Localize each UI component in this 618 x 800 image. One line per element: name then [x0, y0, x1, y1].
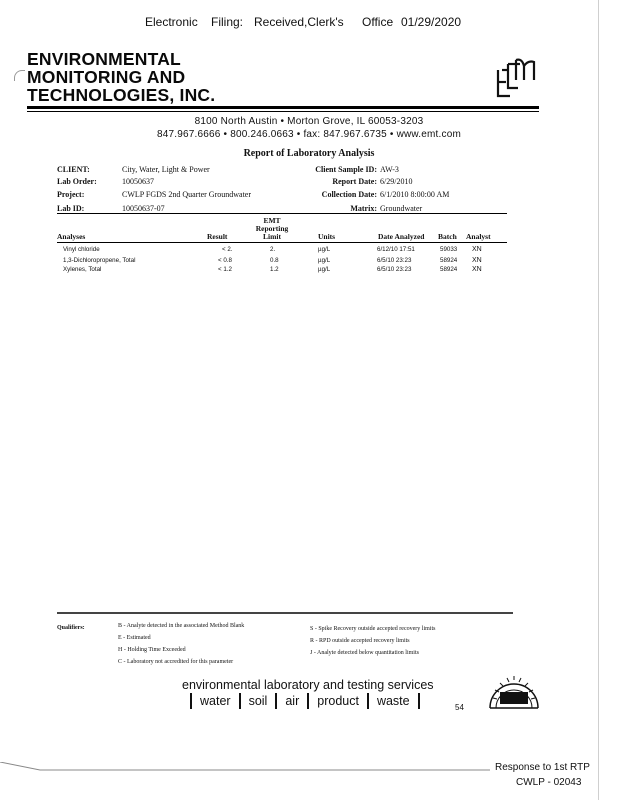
col-limit-line3: Limit	[263, 232, 281, 241]
services-title: environmental laboratory and testing services	[182, 678, 434, 692]
services-divider	[418, 693, 420, 709]
cell-units: µg/L	[318, 246, 331, 253]
client-value: City, Water, Light & Power	[122, 165, 210, 174]
service-air: air	[285, 694, 300, 708]
service-waste: waste	[376, 694, 410, 708]
report-date-value: 6/29/2010	[380, 177, 413, 186]
company-name-line3: TECHNOLOGIES, INC.	[27, 85, 216, 105]
services-divider	[275, 693, 277, 709]
cell-analyst: XN	[472, 266, 482, 273]
client-info-right	[300, 165, 510, 214]
footer-rule	[57, 612, 513, 614]
lab-id-label: Lab ID:	[57, 204, 85, 213]
collection-date-label: Collection Date:	[321, 190, 377, 199]
service-water: water	[200, 694, 231, 708]
client-label: CLIENT:	[57, 165, 90, 174]
report-title: Report of Laboratory Analysis	[243, 148, 375, 159]
company-name-line2: MONITORING AND	[27, 67, 186, 87]
page-number: 54	[455, 703, 464, 712]
cell-analyte: Xylenes, Total	[63, 266, 102, 273]
emt-logo-icon	[494, 56, 540, 100]
cell-date: 6/5/10 23:23	[377, 266, 412, 273]
qualifiers-right	[310, 625, 435, 661]
services-divider	[190, 693, 192, 709]
qualifier-item: B - Analyte detected in the associated Method Blank	[118, 623, 245, 629]
collection-date-value: 6/1/2010 8:00:00 AM	[380, 190, 450, 199]
col-date-analyzed: Date Analyzed	[378, 232, 425, 241]
project-label: Project:	[57, 190, 85, 199]
services-divider	[367, 693, 369, 709]
filing-electronic: Electronic	[145, 15, 198, 29]
cell-result: < 2.	[222, 246, 233, 253]
services-divider	[239, 693, 241, 709]
table-row	[0, 266, 618, 276]
filing-office: Office	[362, 15, 394, 29]
col-batch: Batch	[438, 232, 457, 241]
lab-order-value: 10050637	[122, 177, 154, 186]
contact-line: 847.967.6666 • 800.246.0663 • fax: 847.967.6735 • www.emt.com	[156, 129, 462, 140]
lab-id-value: 10050637-07	[122, 204, 165, 213]
services-row	[182, 692, 428, 710]
client-info-left	[57, 165, 252, 214]
response-stamp: Response to 1st RTP	[495, 762, 590, 773]
qualifier-item: R - RPD outside accepted recovery limits	[310, 638, 410, 644]
table-top-rule	[57, 213, 507, 214]
matrix-value: Groundwater	[380, 204, 423, 213]
report-date-label: Report Date:	[332, 177, 377, 186]
cell-batch: 58924	[440, 257, 458, 264]
filing-filing: Filing:	[211, 15, 244, 29]
cell-limit: 2.	[270, 246, 276, 253]
nelac-seal-icon	[486, 668, 542, 712]
col-analyst: Analyst	[466, 232, 491, 241]
company-address	[0, 115, 618, 141]
qualifier-item: J - Analyte detected below quantitation limits	[310, 650, 419, 656]
filing-received: Received,Clerk's	[254, 15, 344, 29]
col-limit-line1: EMT	[263, 216, 281, 225]
cell-date: 6/5/10 23:23	[377, 257, 412, 264]
qualifiers-label: Qualifiers:	[57, 625, 85, 631]
col-limit-line2: Reporting	[255, 224, 289, 233]
col-result: Result	[207, 232, 228, 241]
qualifier-item: S - Spike Recovery outside accepted recovery limits	[310, 626, 436, 632]
sample-id-label: Client Sample ID:	[315, 165, 377, 174]
filing-header	[0, 15, 618, 33]
cell-analyst: XN	[472, 257, 482, 264]
cell-analyte: Vinyl chloride	[63, 246, 100, 253]
sample-id-value: AW-3	[380, 165, 399, 174]
lab-order-label: Lab Order:	[57, 177, 97, 186]
qualifier-item: H - Holding Time Exceeded	[118, 647, 186, 653]
project-value: CWLP FGDS 2nd Quarter Groundwater	[122, 190, 252, 199]
results-table	[0, 246, 618, 276]
company-name-line1: ENVIRONMENTAL	[27, 49, 181, 69]
document-id-stamp: CWLP - 02043	[516, 777, 582, 788]
col-units: Units	[318, 232, 336, 241]
cell-limit: 1.2	[270, 266, 279, 273]
header-rule-thin	[27, 111, 539, 112]
cell-analyte: 1,3-Dichloropropene, Total	[63, 257, 136, 264]
cell-units: µg/L	[318, 266, 331, 273]
qualifiers-left	[118, 622, 244, 670]
header-rule-thick	[27, 106, 539, 109]
matrix-label: Matrix:	[350, 204, 377, 213]
cell-result: < 0.8	[218, 257, 232, 264]
filing-date: 01/29/2020	[401, 15, 462, 29]
cell-limit: 0.8	[270, 257, 279, 264]
service-product: product	[317, 694, 359, 708]
scan-mark	[14, 70, 25, 81]
services-divider	[307, 693, 309, 709]
cell-batch: 58924	[440, 266, 458, 273]
cell-analyst: XN	[472, 246, 482, 253]
col-analyses: Analyses	[57, 232, 86, 241]
qualifier-item: E - Estimated	[118, 635, 151, 641]
address-line: 8100 North Austin • Morton Grove, IL 60053-3203	[194, 116, 424, 127]
cell-batch: 59033	[440, 246, 458, 253]
col-limit	[246, 217, 298, 241]
table-header-rule	[57, 242, 507, 243]
company-name	[27, 50, 215, 104]
cell-units: µg/L	[318, 257, 331, 264]
service-soil: soil	[248, 694, 268, 708]
cell-result: < 1.2	[218, 266, 232, 273]
table-row	[0, 246, 618, 256]
cell-date: 6/12/10 17:51	[377, 246, 415, 253]
qualifier-item: C - Laboratory not accredited for this parameter	[118, 659, 234, 665]
